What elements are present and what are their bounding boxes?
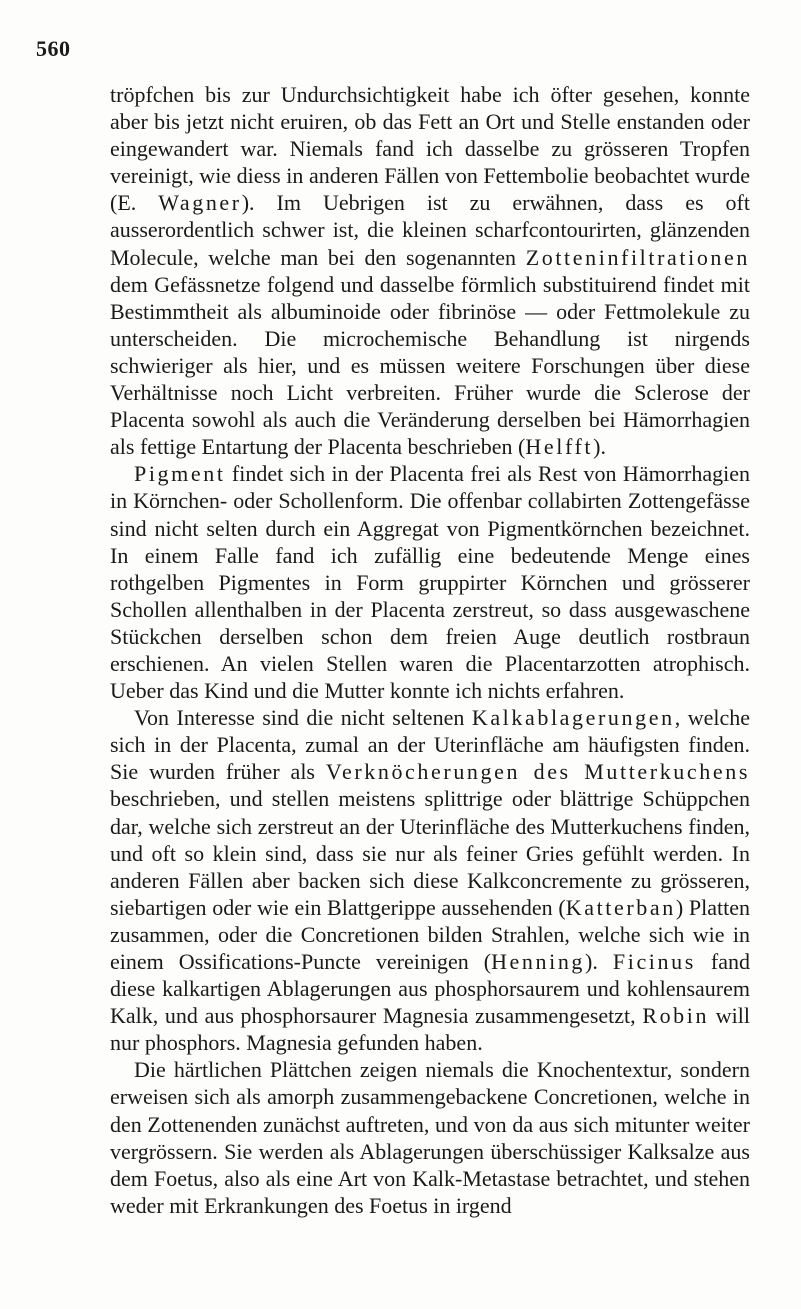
text-run: findet sich in der Placenta frei als Rest von Hämorrhagien in Körnchen- oder Schollenform. Die offenbar collabirten Zottengefässe sind nicht selten durch ein Aggregat von Pigmentkörnchen bezeichnet. In einem Falle fand ich zufällig eine bedeutende Menge eines rothgelben Pigmentes in Form gruppirter Körnchen und grösserer Schollen allenthalben in der Placenta zerstreut, so dass ausgewaschene Stückchen derselben schon dem freien Auge deutlich rostbraun erschienen. An vielen Stellen waren die Placentarzotten atrophisch. Ueber das Kind und die Mutter konnte ich nichts erfahren. xyxy=(110,461,750,704)
text-run: ). Im Uebrigen ist zu erwähnen, dass es oft ausserordentlich schwer ist, die kleinen scharfcontourirten, glänzenden Molecule, welche man bei den sogenannten xyxy=(110,190,750,270)
emphasized-name: Henning xyxy=(491,949,586,974)
paragraph-2 xyxy=(110,460,750,704)
text-run: Von Interesse sind die nicht seltenen xyxy=(134,705,472,731)
paragraph-3 xyxy=(110,704,750,1056)
paragraph-1 xyxy=(110,81,750,460)
text-run: beschrieben, und stellen meistens splittrige oder blättrige Schüppchen dar, welche sich zerstreut an der Uterinfläche des Mutterkuchens finden, und oft so klein sind, dass sie nur als feiner Gries gefühlt werden. In anderen Fällen aber backen sich diese Kalkconcremente zu grösseren, siebartigen oder wie ein Blattgerippe aussehenden ( xyxy=(110,786,750,920)
emphasized-name: Ficinus xyxy=(612,949,696,974)
emphasized-name: Verknöcherungen des Mutterkuchens xyxy=(325,759,750,785)
text-run: Die härtlichen Plättchen zeigen niemals die Knochentextur, sondern erweisen sich als amorph zusammengebackene Concretionen, welche in den Zottenenden zunächst auftreten, und von da aus sich mitunter weiter vergrössern. Sie werden als Ablagerungen überschüssiger Kalksalze aus dem Foetus, also als eine Art von Kalk-Metastase betrachtet, und stehen weder mit Erkrankungen des Foetus in irgend xyxy=(110,1057,750,1218)
emphasized-name: Robin xyxy=(642,1003,710,1029)
text-run: , welche sich in der Placenta, zumal an der Uterinfläche am häufigsten finden. Sie wurden früher als xyxy=(110,705,750,785)
paragraph-4 xyxy=(110,1056,750,1219)
text-run: dem Gefässnetze folgend und dasselbe förmlich substituirend findet mit Bestimmtheit als albuminoide oder fibrinöse — oder Fettmolekule zu unterscheiden. Die microchemische Behandlung ist nirgends schwieriger als hier, und es müssen weitere Forschungen über diese Verhältnisse noch Licht verbreiten. Früher wurde die Sclerose der Placenta sowohl als auch die Veränderung derselben bei Hämorrhagien als fettige Entartung der Placenta beschrieben ( xyxy=(110,271,750,460)
text-run: ). xyxy=(585,949,613,974)
emphasized-name: Helfft xyxy=(525,434,594,460)
emphasized-name: Pigment xyxy=(134,461,226,487)
emphasized-name: Kalkablagerungen xyxy=(471,705,675,731)
text-run: tröpfchen bis zur Undurchsichtigkeit habe ich öfter gesehen, konnte aber bis jetzt nicht eruiren, ob das Fett an Ort und Stelle enstanden oder eingewandert war. Niemals fand ich dasselbe zu grösseren Tropfen vereinigt, wie diess in anderen Fällen von Fettembolie beobachtet wurde (E. xyxy=(110,82,750,216)
emphasized-name: Zotteninfiltrationen xyxy=(525,244,750,270)
text-run: ) Platten zusammen, oder die Concretionen bilden Strahlen, welche sich wie in einem Ossifications-Puncte vereinigen ( xyxy=(110,894,750,974)
body-text xyxy=(110,81,750,1219)
emphasized-name: Wagner xyxy=(158,190,242,216)
emphasized-name: Katterban xyxy=(565,894,676,920)
text-run: will nur phosphors. Magnesia gefunden haben. xyxy=(110,1003,750,1056)
page-number: 560 xyxy=(36,36,71,61)
text-run: ). xyxy=(593,434,606,460)
text-run: fand diese kalkartigen Ablagerungen aus phosphorsaurem und kohlensaurem Kalk, und aus phosphorsaurer Magnesia zusammengesetzt, xyxy=(110,949,751,1029)
